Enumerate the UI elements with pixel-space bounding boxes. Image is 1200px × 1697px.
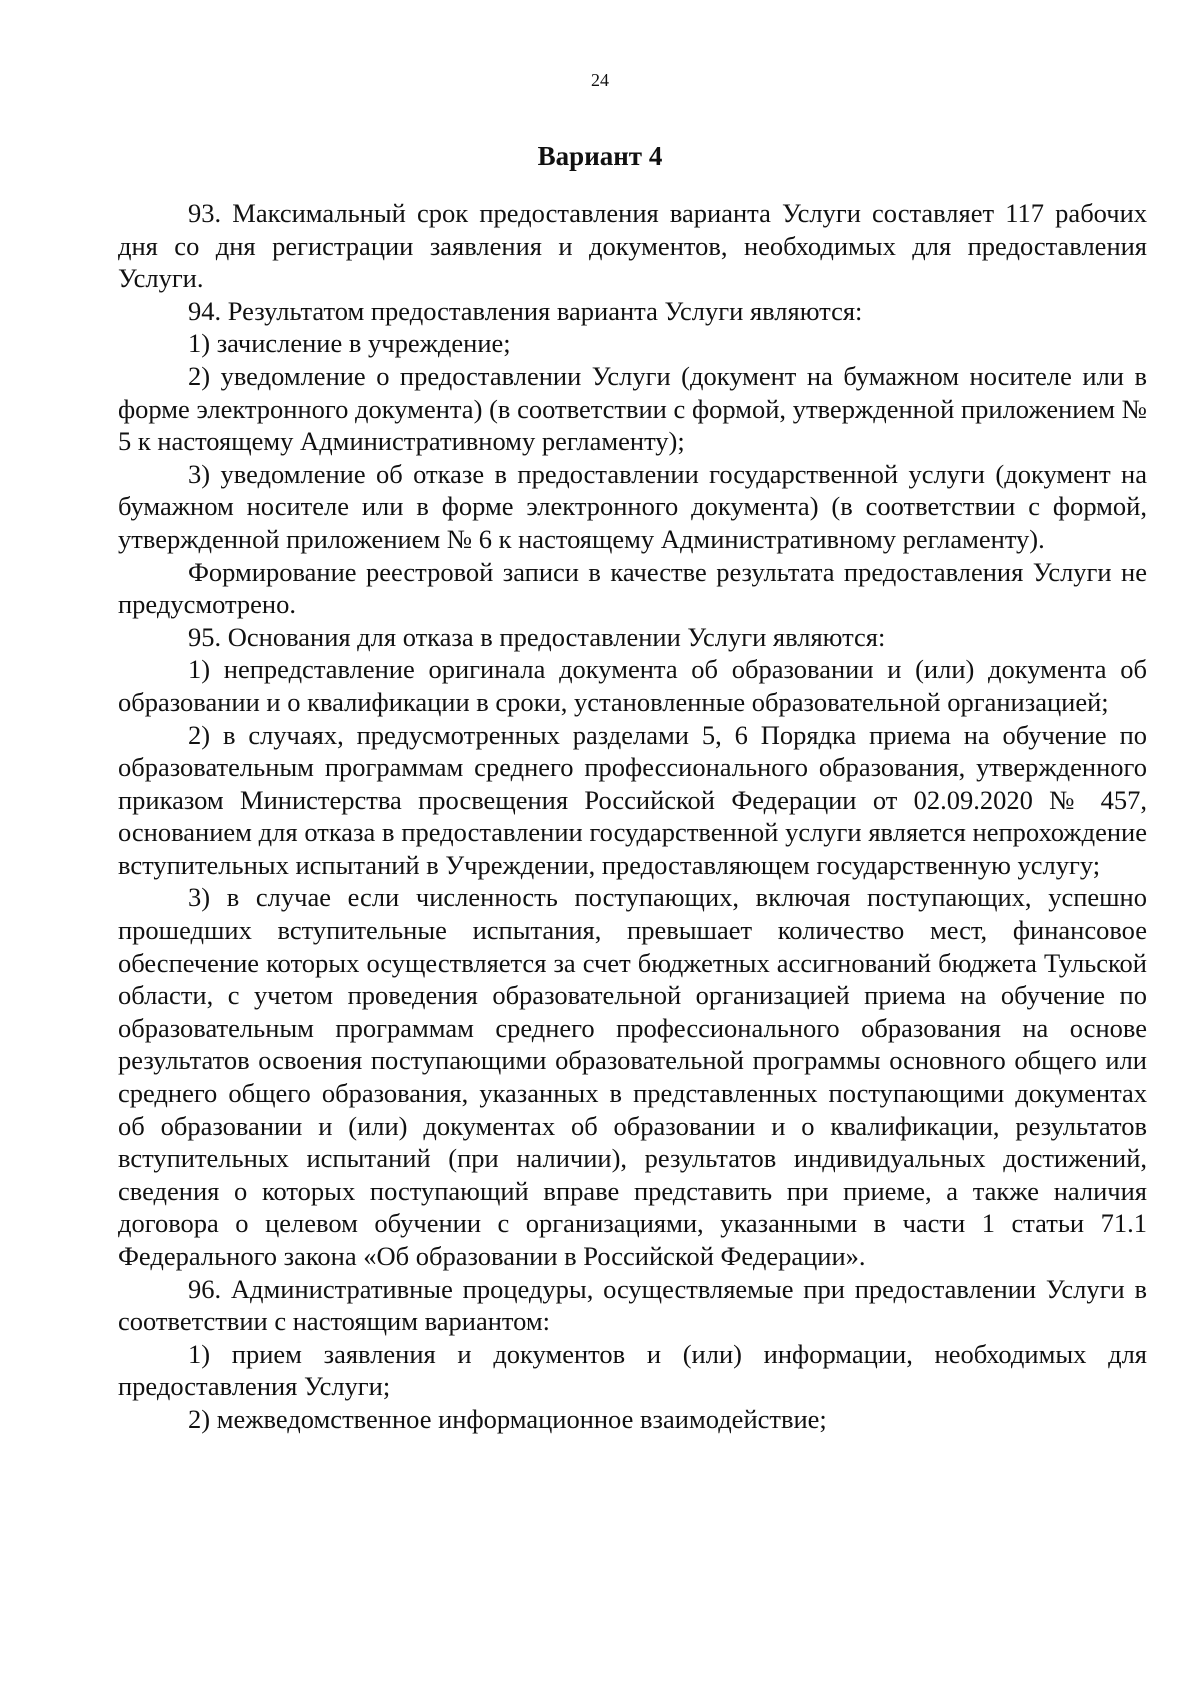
document-body [118, 197, 1147, 1436]
list-item-94-2: 2) уведомление о предоставлении Услуги (документ на бумажном носителе или в форме электронного документа) (в соответствии с формой, утвержденной приложением № 5 к настоящему Административному регламенту); [118, 360, 1147, 457]
list-item-96-2: 2) межведомственное информационное взаимодействие; [188, 1403, 827, 1434]
list-item-94-1: 1) зачисление в учреждение; [188, 328, 511, 359]
list-item-95-2: 2) в случаях, предусмотренных разделами 5, 6 Порядка приема на обучение по образовательным программам среднего профессионального образования, утвержденного приказом Министерства просвещения Российской Федерации от 02.09.2020 № 457, основанием для отказа в предоставлении государственной услуги является непрохождение вступительных испытаний в Учреждении, предоставляющем государственную услугу; [118, 719, 1147, 880]
paragraph-93: 93. Максимальный срок предоставления варианта Услуги составляет 117 рабочих дня со дня регистрации заявления и документов, необходимых для предоставления Услуги. [118, 198, 1147, 294]
paragraph-96: 96. Административные процедуры, осуществляемые при предоставлении Услуги в соответствии с настоящим вариантом: [118, 1273, 1147, 1337]
paragraph-registry-record: Формирование реестровой записи в качестве результата предоставления Услуги не предусмотрено. [118, 556, 1147, 620]
list-item-95-3: 3) в случае если численность поступающих, включая поступающих, успешно прошедших вступительные испытания, превышает количество мест, финансовое обеспечение которых осуществляется за счет бюджетных ассигнований бюджета Тульской области, с учетом проведения образовательной организацией приема на обучение по образовательным программам среднего профессионального образования на основе результатов освоения поступающими образовательной программы основного общего или среднего общего образования, указанных в представленных поступающими документах об образовании и (или) документах об образовании и о квалификации, результатов вступительных испытаний (при наличии), результатов индивидуальных достижений, сведения о которых поступающий вправе представить при приеме, а также наличия договора о целевом обучении с организациями, указанными в части 1 статьи 71.1 Федерального закона «Об образовании в Российской Федерации». [118, 882, 1147, 1271]
paragraph-94: 94. Результатом предоставления варианта Услуги являются: [188, 295, 863, 326]
section-heading: Вариант 4 [537, 141, 663, 171]
list-item-96-1: 1) прием заявления и документов и (или) информации, необходимых для предоставления Услуги; [118, 1338, 1147, 1402]
page-number: 24 [591, 70, 609, 90]
list-item-94-3: 3) уведомление об отказе в предоставлении государственной услуги (документ на бумажном носителе или в форме электронного документа) (в соответствии с формой, утвержденной приложением № 6 к настоящему Административному регламенту). [118, 458, 1147, 554]
list-item-95-1: 1) непредставление оригинала документа об образовании и (или) документа об образовании и о квалификации в сроки, установленные образовательной организацией; [118, 654, 1147, 717]
paragraph-95: 95. Основания для отказа в предоставлении Услуги являются: [188, 621, 886, 652]
